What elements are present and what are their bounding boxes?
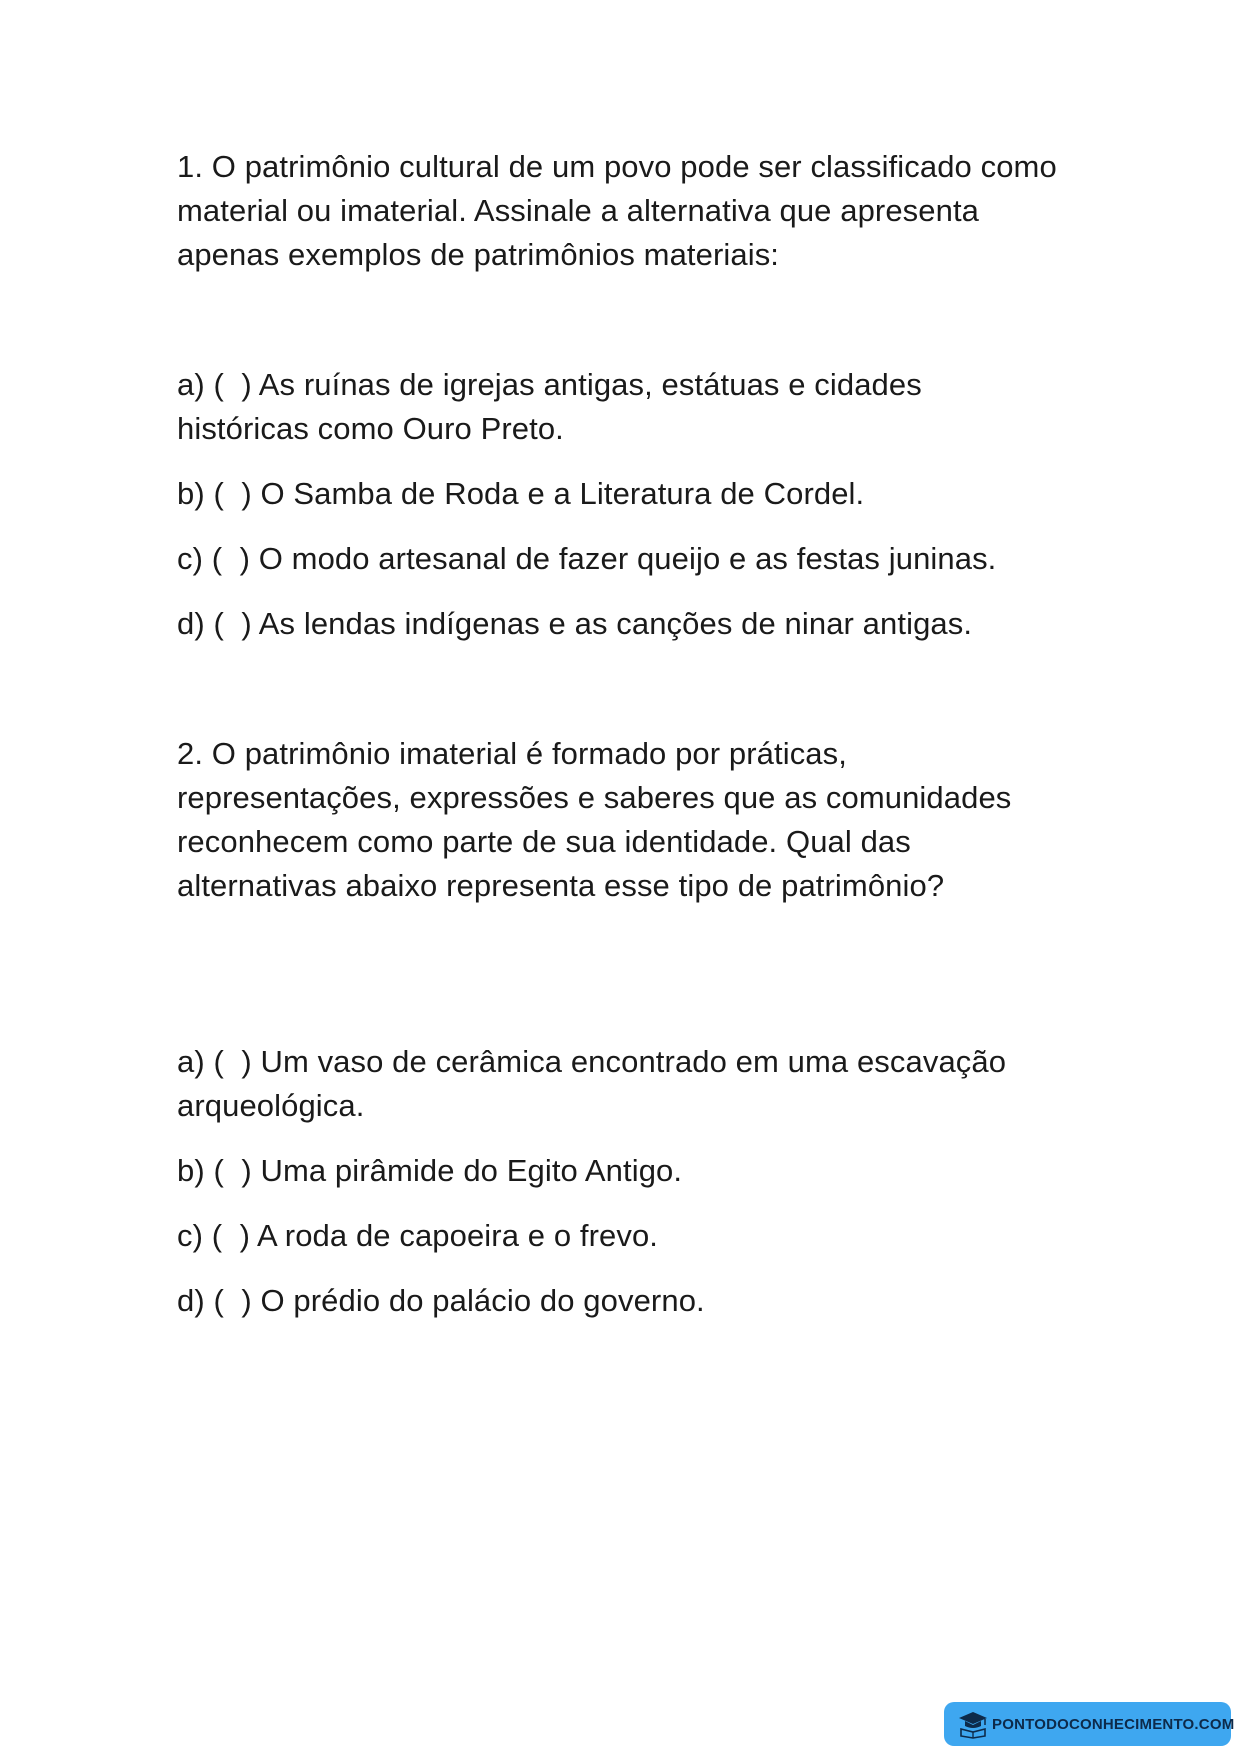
question-1-option-b: b) ( ) O Samba de Roda e a Literatura de Cordel. [177,476,865,511]
question-1-option-d: d) ( ) As lendas indígenas e as canções de ninar antigas. [177,606,973,641]
question-1-option-c: c) ( ) O modo artesanal de fazer queijo e as festas juninas. [177,541,997,576]
question-2-option-c: c) ( ) A roda de capoeira e o frevo. [177,1218,659,1253]
question-1-stem: 1. O patrimônio cultural de um povo pode ser classificado como material ou imaterial. Assinale a alternativa que apresenta apenas exemplos de patrimônios materiais: [177,149,1057,272]
question-1-option-a: a) ( ) As ruínas de igrejas antigas, estátuas e cidades históricas como Ouro Preto. [177,367,931,446]
watermark-text: PONTODOCONHECIMENTO.COM [992,1715,1235,1733]
question-2-option-a: a) ( ) Um vaso de cerâmica encontrado em uma escavação arqueológica. [177,1044,1015,1123]
graduation-cap-book-icon [956,1709,990,1739]
question-2-option-d: d) ( ) O prédio do palácio do governo. [177,1283,705,1318]
site-watermark [944,1702,1235,1746]
question-2-option-b: b) ( ) Uma pirâmide do Egito Antigo. [177,1153,683,1188]
question-2-stem: 2. O patrimônio imaterial é formado por práticas, representações, expressões e saberes que as comunidades reconhecem como parte de sua identidade. Qual das alternativas abaixo representa esse tipo de patrimônio? [177,736,1012,903]
